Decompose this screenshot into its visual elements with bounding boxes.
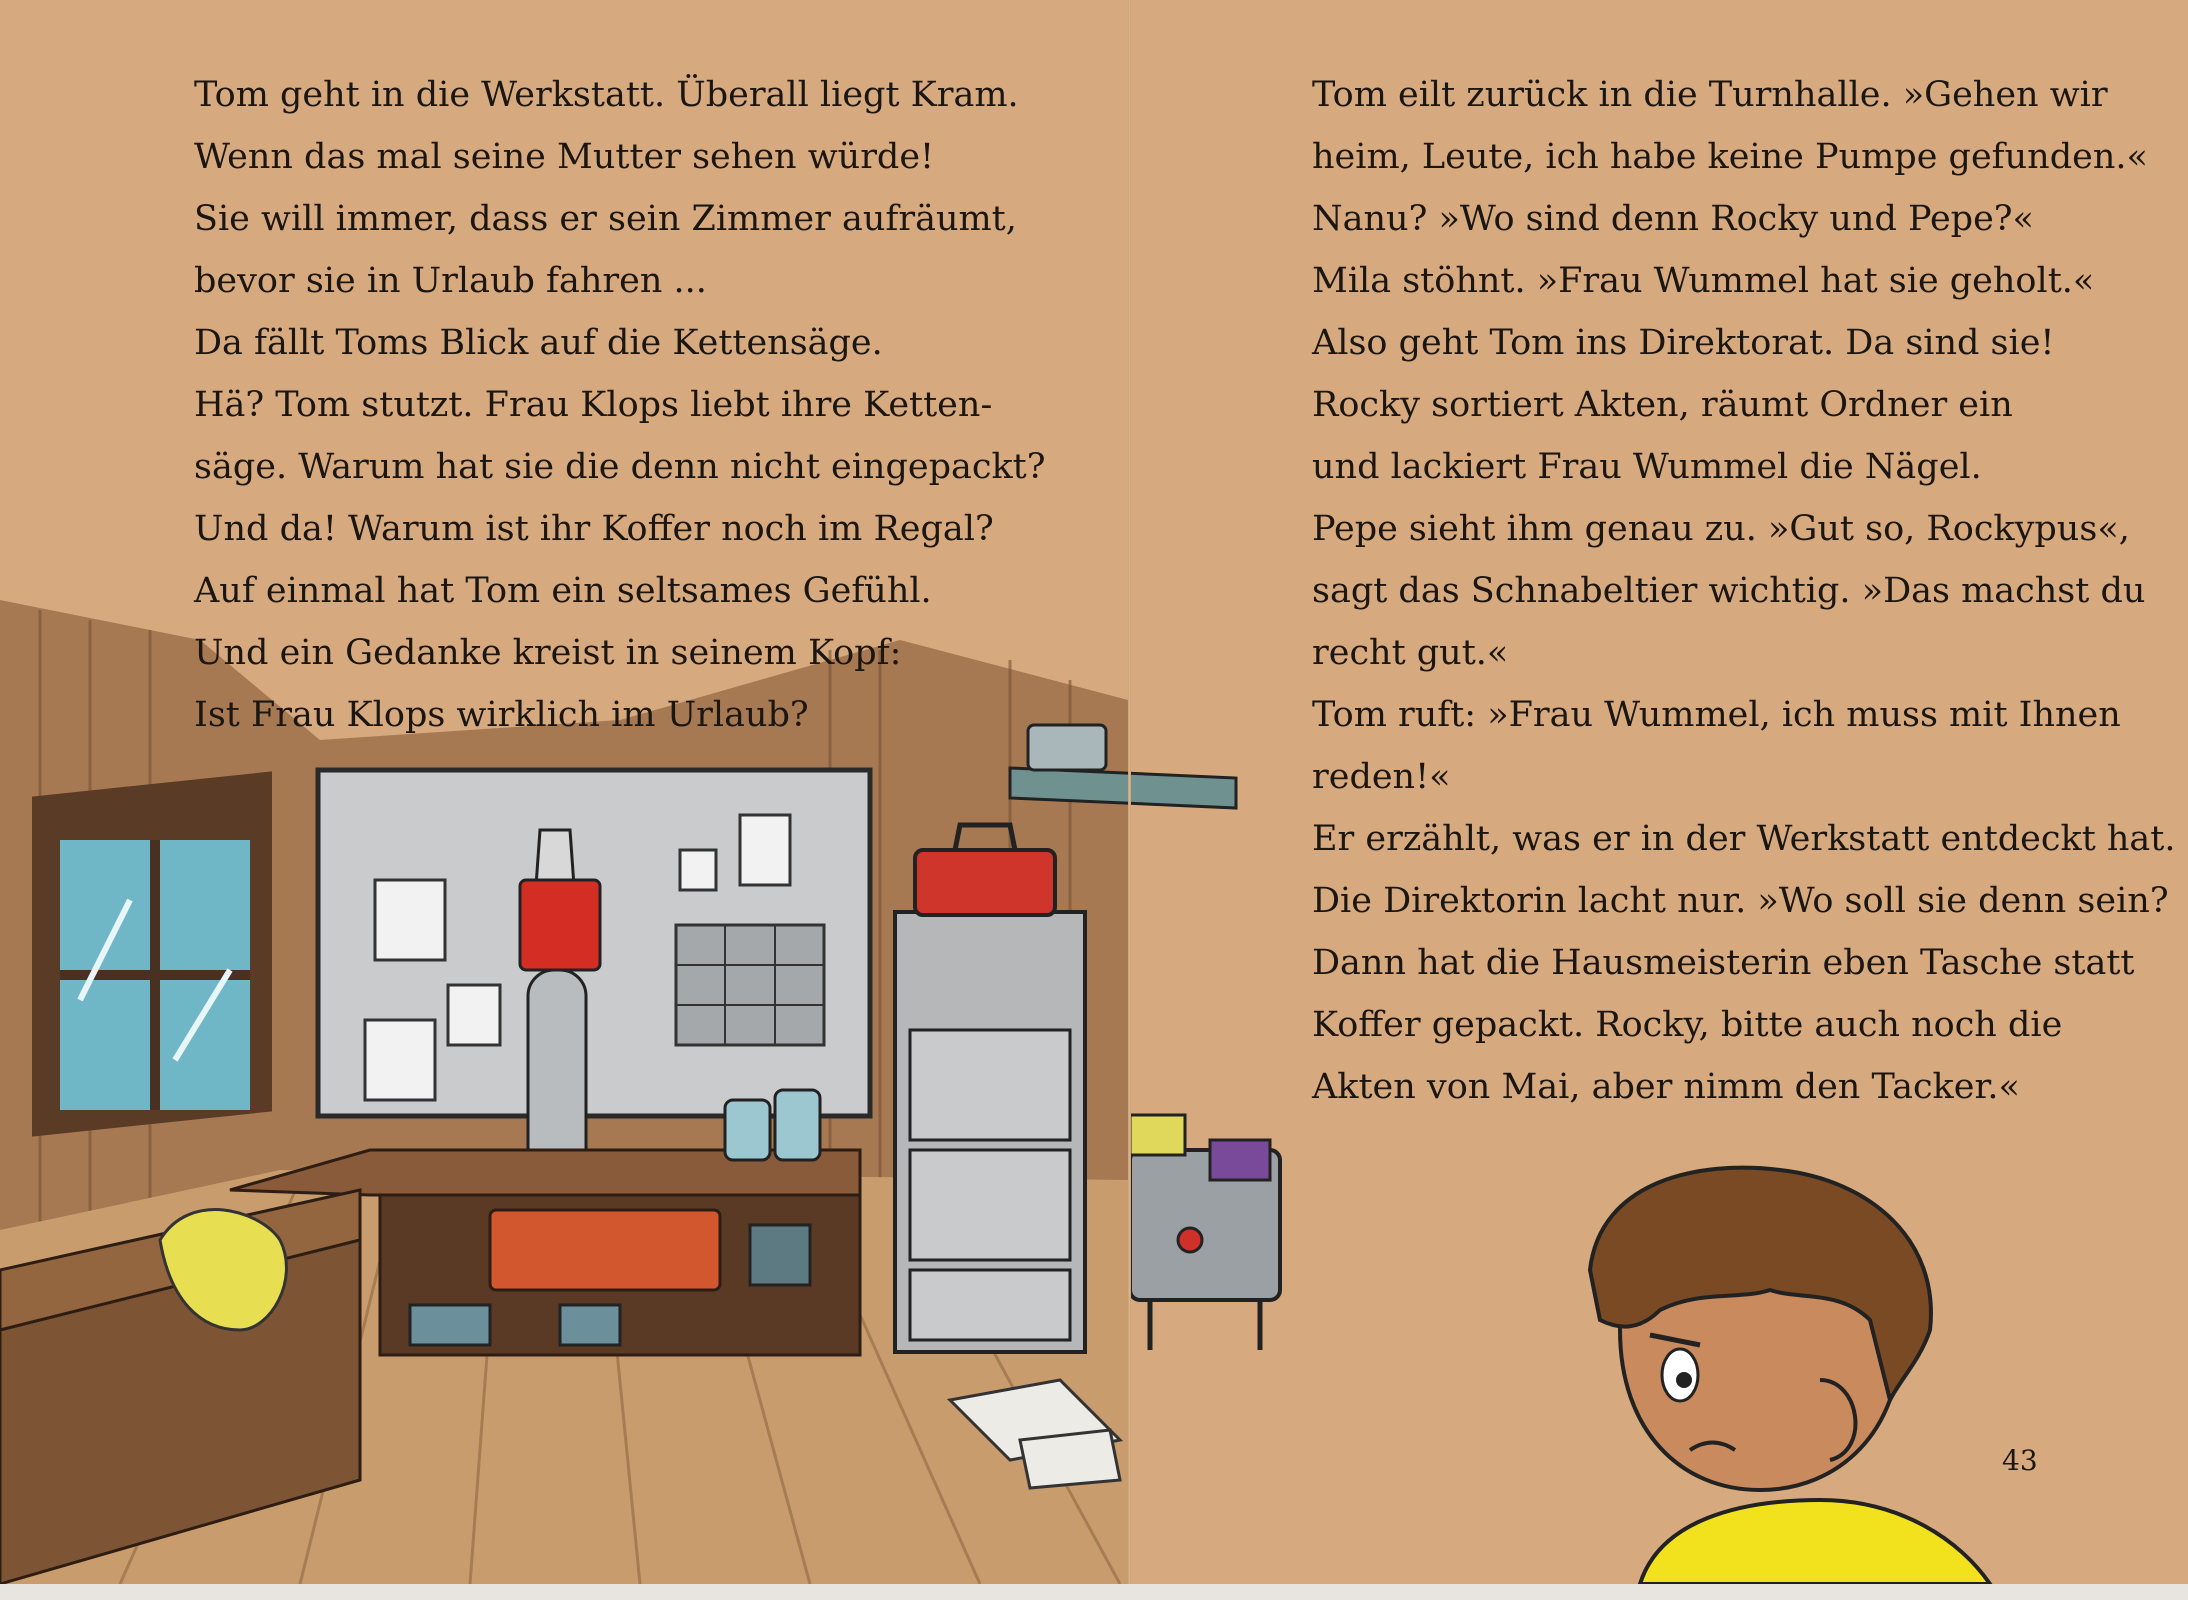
text-line: Tom eilt zurück in die Turnhalle. »Gehen wir bbox=[1312, 75, 2108, 115]
right-page-text bbox=[1312, 64, 2175, 1118]
text-line: Tom geht in die Werkstatt. Überall liegt Kram. bbox=[194, 75, 1019, 115]
text-line: Mila stöhnt. »Frau Wummel hat sie geholt.« bbox=[1312, 261, 2095, 301]
left-page-text bbox=[194, 64, 1045, 746]
text-line: säge. Warum hat sie die denn nicht eingepackt? bbox=[194, 447, 1046, 487]
text-line: Tom ruft: »Frau Wummel, ich muss mit Ihnen bbox=[1312, 695, 2121, 735]
text-line: Sie will immer, dass er sein Zimmer aufräumt, bbox=[194, 199, 1017, 239]
text-line: Und ein Gedanke kreist in seinem Kopf: bbox=[194, 633, 902, 673]
text-line: Koffer gepackt. Rocky, bitte auch noch die bbox=[1312, 1005, 2063, 1045]
book-gutter bbox=[1128, 0, 1131, 1584]
text-line: Die Direktorin lacht nur. »Wo soll sie denn sein? bbox=[1312, 881, 2169, 921]
text-line: Akten von Mai, aber nimm den Tacker.« bbox=[1312, 1067, 2020, 1107]
text-line: recht gut.« bbox=[1312, 633, 1509, 673]
text-line: Hä? Tom stutzt. Frau Klops liebt ihre Ketten- bbox=[194, 385, 993, 425]
text-line: Rocky sortiert Akten, räumt Ordner ein bbox=[1312, 385, 2013, 425]
page-number: 43 bbox=[2002, 1444, 2038, 1477]
text-line: bevor sie in Urlaub fahren ... bbox=[194, 261, 707, 301]
text-line: Da fällt Toms Blick auf die Kettensäge. bbox=[194, 323, 883, 363]
text-line: Wenn das mal seine Mutter sehen würde! bbox=[194, 137, 935, 177]
text-line: reden!« bbox=[1312, 757, 1451, 797]
text-line: Pepe sieht ihm genau zu. »Gut so, Rockypus«, bbox=[1312, 509, 2130, 549]
text-line: Dann hat die Hausmeisterin eben Tasche statt bbox=[1312, 943, 2135, 983]
text-line: und lackiert Frau Wummel die Nägel. bbox=[1312, 447, 1982, 487]
text-line: Nanu? »Wo sind denn Rocky und Pepe?« bbox=[1312, 199, 2034, 239]
text-line: Er erzählt, was er in der Werkstatt entdeckt hat. bbox=[1312, 819, 2176, 859]
text-line: Und da! Warum ist ihr Koffer noch im Regal? bbox=[194, 509, 994, 549]
text-line: sagt das Schnabeltier wichtig. »Das machst du bbox=[1312, 571, 2146, 611]
bottom-edge bbox=[0, 1584, 2188, 1600]
text-line: Ist Frau Klops wirklich im Urlaub? bbox=[194, 695, 809, 735]
text-line: Also geht Tom ins Direktorat. Da sind sie! bbox=[1312, 323, 2055, 363]
tom-shirt bbox=[1640, 1500, 1990, 1584]
text-line: heim, Leute, ich habe keine Pumpe gefunden.« bbox=[1312, 137, 2148, 177]
text-line: Auf einmal hat Tom ein seltsames Gefühl. bbox=[194, 571, 932, 611]
